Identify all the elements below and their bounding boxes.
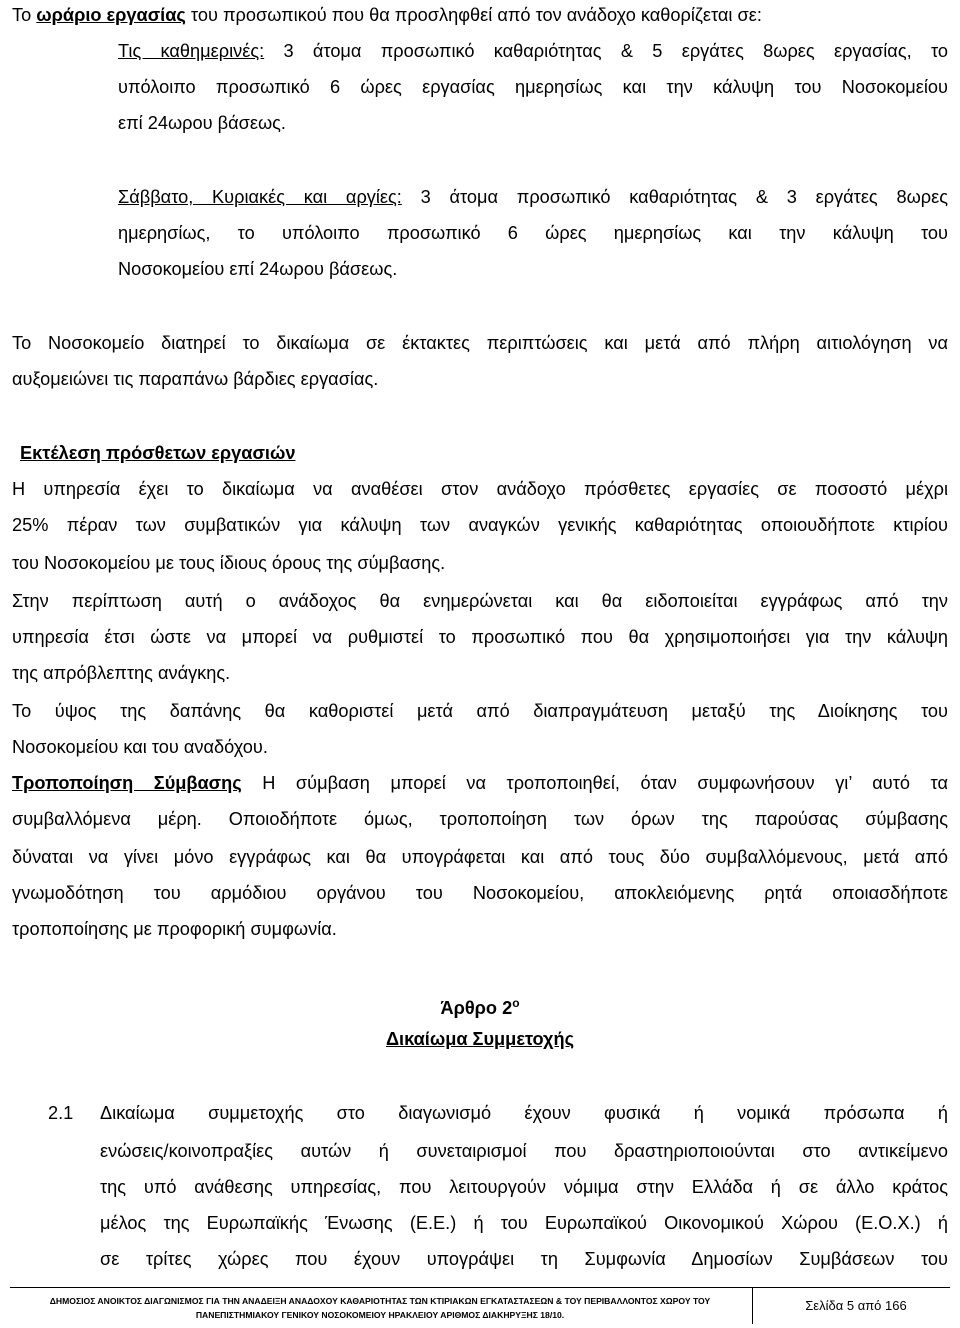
footer-divider-line (10, 1287, 950, 1288)
extra-work-p2-line-3: της απρόβλεπτης ανάγκης. (12, 663, 231, 683)
extra-work-p1-line-1: Η υπηρεσία έχει το δικαίωμα να αναθέσει στον ανάδοχο πρόσθετες εργασίες σε ποσοστό μέχρι (12, 479, 948, 499)
article-title (280, 992, 680, 1019)
participation-line-1: Δικαίωμα συμμετοχής στο διαγωνισμό έχουν φυσικά ή νομικά πρόσωπα ή (100, 1103, 948, 1123)
extra-work-p3-line-1: Το ύψος της δαπάνης θα καθοριστεί μετά από διαπραγμάτευση μεταξύ της Διοίκησης του (12, 701, 948, 721)
footer-line-2: ΠΑΝΕΠΙΣΤΗΜΙΑΚΟΥ ΓΕΝΙΚΟΥ ΝΟΣΟΚΟΜΕΙΟΥ ΗΡΑΚΛΕΙΟΥ ΑΡΙΘΜΟΣ ΔΙΑΚΗΡΥΞΗΣ 18/10. (195, 1310, 565, 1320)
reserve-line-1: Το Νοσοκομείο διατηρεί το δικαίωμα σε έκτακτες περιπτώσεις και μετά από πλήρη αιτιολόγηση να (12, 333, 948, 353)
article-subtitle: Δικαίωμα Συμμετοχής (385, 1029, 575, 1049)
weekdays-label: Τις καθημερινές: (118, 41, 265, 61)
page-number: Σελίδα 5 από 166 (805, 1298, 907, 1313)
amendment-line-3: δύναται να γίνει μόνο εγγράφως και θα υπογράφεται και από τους δύο συμβαλλόμενους, μετά από (12, 847, 948, 867)
article-title-text: Άρθρο 2 (440, 998, 513, 1019)
weekend-line-1 (118, 186, 948, 208)
amendment-line-5: τροποποίησης με προφορική συμφωνία. (12, 919, 337, 939)
weekdays-line-1 (118, 40, 948, 62)
weekdays-line-3: επί 24ωρου βάσεως. (118, 113, 286, 133)
footer-line-1: ΔΗΜΟΣΙΟΣ ΑΝΟΙΚΤΟΣ ΔΙΑΓΩΝΙΣΜΟΣ ΓΙΑ ΤΗΝ ΑΝΑΔΕΙΞΗ ΑΝΑΔΟΧΟΥ ΚΑΘΑΡΙΟΤΗΤΑΣ ΤΩΝ ΚΤΙΡΙΑΚΩΝ ΕΓΚΑΤΑΣΤΑΣΕΩΝ & ΤΟΥ ΠΕΡΙΒΑΛΛΟΝΤΟΣ ΧΩΡΟΥ ΤΟΥ (49, 1296, 711, 1306)
participation-line-5: σε τρίτες χώρες που έχουν υπογράψει τη Συμφωνία Δημοσίων Συμβάσεων του (100, 1249, 948, 1269)
weekend-label: Σάββατο, Κυριακές και αργίες: (118, 187, 402, 207)
weekdays-line-1-text: 3 άτομα προσωπικό καθαριότητας & 5 εργάτες 8ωρες εργασίας, το (264, 41, 948, 61)
extra-work-p2-line-2: υπηρεσία έτσι ώστε να μπορεί να ρυθμιστεί το προσωπικό που θα χρησιμοποιήσει για την κάλυψη (12, 627, 948, 647)
extra-work-p1-line-3: του Νοσοκομείου με τους ίδιους όρους της σύμβασης. (12, 553, 446, 573)
amendment-line-4: γνωμοδότηση του αρμόδιου οργάνου του Νοσοκομείου, αποκλειόμενης ρητά οποιασδήποτε (12, 883, 948, 903)
participation-line-2: ενώσεις/κοινοπραξίες αυτών ή συνεταιρισμοί που δραστηριοποιούνται στο αντικείμενο (100, 1141, 948, 1161)
participation-line-3: της υπό ανάθεσης υπηρεσίας, που λειτουργούν νόμιμα στην Ελλάδα ή σε άλλο κράτος (100, 1177, 948, 1197)
clause-number: 2.1 (48, 1103, 74, 1123)
intro-prefix: Το (12, 5, 37, 25)
amendment-line-1 (12, 772, 948, 794)
amendment-heading: Τροποποίηση Σύμβασης (12, 773, 242, 793)
footer-tender-title (10, 1294, 750, 1322)
intro-suffix: του προσωπικού που θα προσληφθεί από τον ανάδοχο καθορίζεται σε: (185, 5, 762, 25)
reserve-line-2: αυξομειώνει τις παραπάνω βάρδιες εργασίας. (12, 369, 379, 389)
weekend-line-2: ημερησίως, το υπόλοιπο προσωπικό 6 ώρες ημερησίως και την κάλυψη του (118, 223, 948, 243)
schedule-intro (12, 4, 762, 26)
weekdays-line-2: υπόλοιπο προσωπικό 6 ώρες εργασίας ημερησίως και την κάλυψη του Νοσοκομείου (118, 77, 948, 97)
amendment-line-2: συμβαλλόμενα μέρη. Οποιοδήποτε όμως, τροποποίηση των όρων της παρούσας σύμβασης (12, 809, 948, 829)
footer-vertical-divider (752, 1288, 753, 1324)
weekend-line-3: Νοσοκομείου επί 24ωρου βάσεως. (118, 259, 398, 279)
extra-work-p1-line-2: 25% πέραν των συμβατικών για κάλυψη των αναγκών γενικής καθαριότητας οποιουδήποτε κτιρίου (12, 515, 948, 535)
extra-work-heading: Εκτέλεση πρόσθετων εργασιών (20, 443, 296, 463)
amendment-line-1-text: Η σύμβαση μπορεί να τροποποιηθεί, όταν συμφωνήσουν γι’ αυτό τα (241, 773, 948, 793)
extra-work-p2-line-1: Στην περίπτωση αυτή ο ανάδοχος θα ενημερώνεται και θα ειδοποιείται εγγράφως από την (12, 591, 948, 611)
weekend-line-1-text: 3 άτομα προσωπικό καθαριότητας & 3 εργάτες 8ωρες (401, 187, 948, 207)
article-title-superscript: ο (512, 996, 520, 1010)
extra-work-p3-line-2: Νοσοκομείου και του αναδόχου. (12, 737, 268, 757)
working-hours-emphasis: ωράριο εργασίας (36, 5, 186, 25)
participation-line-4: μέλος της Ευρωπαϊκής Ένωσης (Ε.Ε.) ή του Ευρωπαϊκού Οικονομικού Χώρου (Ε.Ο.Χ.) ή (100, 1213, 948, 1233)
